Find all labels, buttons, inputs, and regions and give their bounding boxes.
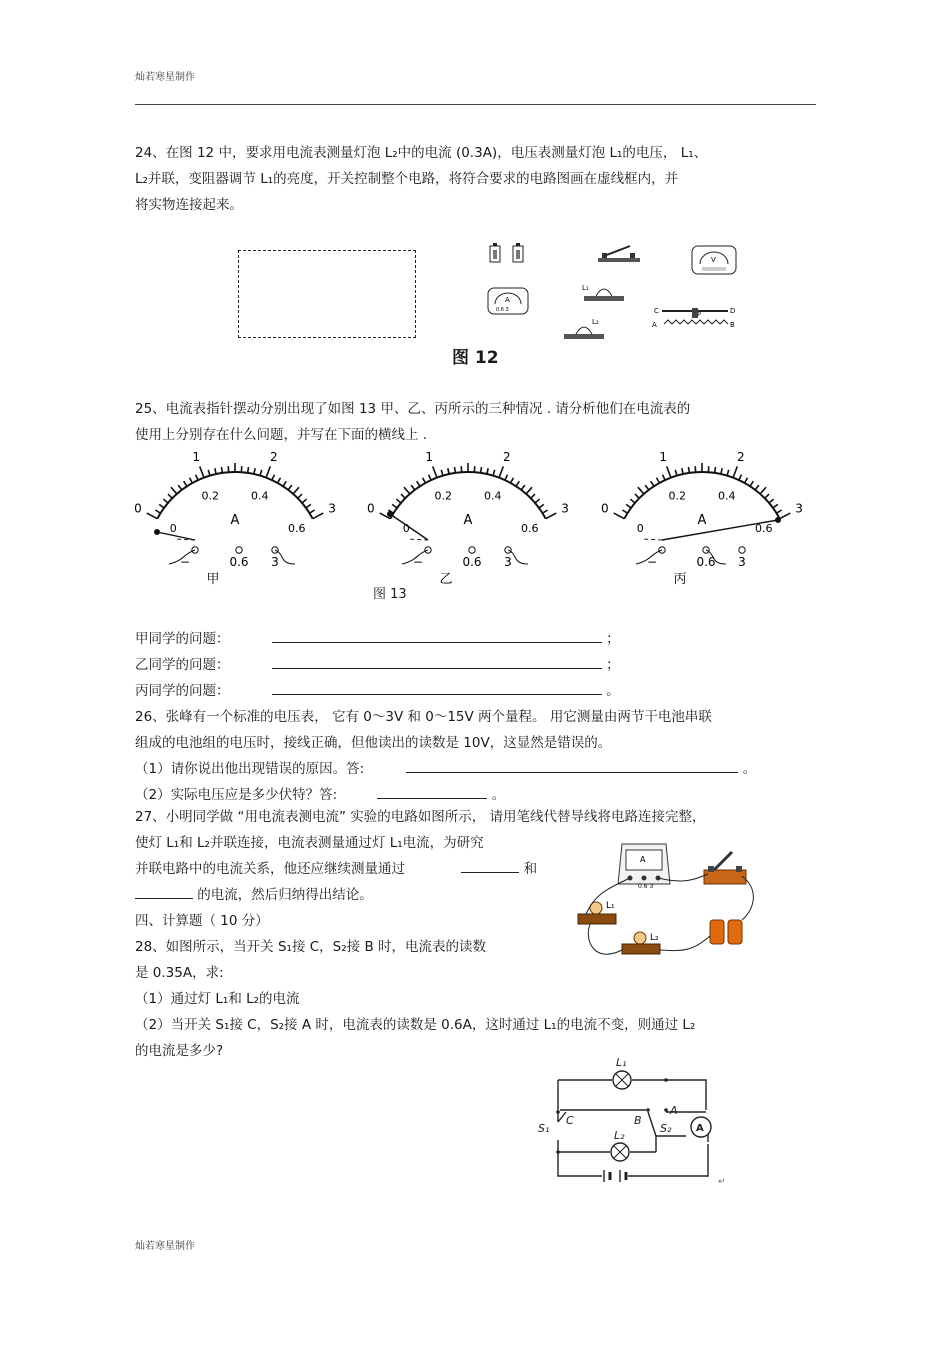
meter-tick	[546, 513, 557, 519]
meter-top-tick-label: 1	[659, 450, 667, 465]
meter-tick	[667, 466, 671, 477]
meter-tick	[306, 504, 311, 508]
meter-tick	[516, 481, 519, 486]
q24-dashed-drawing-box	[238, 250, 416, 338]
answer-blank[interactable]	[272, 654, 602, 669]
q27-line4	[135, 882, 373, 908]
meter-tick	[543, 510, 548, 513]
q25-line1: 25、电流表指针摆动分别出现了如图 13 甲、乙、丙所示的三种情况 . 请分析他们在电流表的	[135, 401, 691, 417]
meter-tick	[499, 466, 503, 477]
q28-b-label: B	[634, 1114, 642, 1127]
meter-top-tick-label: 3	[328, 501, 336, 516]
q27-switch-icon	[704, 852, 746, 884]
rheostat-c-label: C	[654, 307, 659, 315]
meter-tick	[448, 468, 449, 474]
page-footer: 灿若寒星制作	[135, 1241, 195, 1252]
meter-tick	[750, 481, 753, 486]
meter-tick	[630, 499, 635, 503]
switch-icon	[598, 246, 640, 262]
section-4-title: 四、计算题（ 10 分）	[135, 913, 269, 929]
meter-tick	[454, 467, 455, 473]
meter-tick	[535, 499, 540, 503]
meter-tick	[777, 510, 782, 513]
meter-arc	[157, 472, 312, 519]
ammeter-label: A	[505, 296, 510, 304]
meter-tick	[663, 475, 666, 480]
q28-s1-label: S₁	[538, 1122, 550, 1135]
meter-terminal-label: 0.6	[229, 555, 249, 569]
q28-sub2: （2）当开关 S₁接 C，S₂接 A 时，电流表的读数是 0.6A，这时通过 L₁的电流不变，则通过 L₂	[135, 1017, 696, 1033]
meter-tick	[760, 487, 766, 494]
meter-inner-tick-label: 0.2	[201, 489, 220, 503]
meter-tick	[645, 485, 649, 490]
meter-terminal-label: −	[412, 555, 424, 569]
q26-line1: 26、张峰有一个标准的电压表， 它有 0～3V 和 0～15V 两个量程。 用它测量由两节干电池串联	[135, 709, 712, 725]
answer-blank[interactable]	[272, 680, 602, 695]
q25-meters-figure	[135, 450, 815, 598]
meter-top-tick-label: 3	[561, 501, 569, 516]
q28-a-label: A	[670, 1104, 678, 1117]
answer-end: ；	[606, 631, 620, 647]
q26-line2: 组成的电池组的电压时，接线正确，但他读出的读数是 10V，这显然是错误的。	[135, 735, 612, 751]
meter-tick	[539, 504, 544, 508]
meter-tick	[487, 468, 488, 474]
meter-tick	[159, 504, 164, 508]
q26-sub1-end: 。	[742, 761, 757, 777]
q26-sub2-end: 。	[491, 787, 506, 803]
meter-tick	[429, 475, 432, 480]
meter-tick	[163, 499, 168, 503]
meter-top-tick-label: 2	[737, 450, 745, 465]
meter-tick	[283, 481, 286, 486]
meter-tick	[721, 468, 722, 474]
meter-tick	[773, 504, 778, 508]
meter-tick	[155, 510, 160, 513]
meter-tick	[196, 475, 199, 480]
meter-tick	[780, 513, 791, 519]
q28-circuit-diagram	[536, 1052, 736, 1187]
meter-tick	[272, 475, 275, 480]
q28-l1-label: L₁	[616, 1056, 627, 1069]
q28-sub1: （1）通过灯 L₁和 L₂的电流	[135, 991, 300, 1007]
meter-pointer-head	[775, 517, 781, 523]
meter-terminal	[739, 547, 745, 553]
meter-name-label: 甲	[206, 572, 220, 587]
meter-tick	[221, 467, 222, 473]
meter-tick	[404, 487, 410, 494]
meter-terminal-label: −	[646, 555, 658, 569]
meter-terminal-label: 3	[271, 555, 279, 569]
meter-tick	[266, 466, 270, 477]
meter-inner-tick-label: 0.4	[250, 489, 269, 503]
meter-top-tick-label: 1	[425, 450, 433, 465]
meter-tick	[392, 504, 397, 508]
meter-unit-label: A	[697, 513, 707, 528]
meter-tick	[715, 467, 716, 473]
meter-tick	[614, 513, 625, 519]
meter-tick	[215, 468, 216, 474]
meter-inner-tick-label: 0.2	[668, 489, 687, 503]
meter-tick	[298, 494, 302, 498]
meter-tick	[739, 475, 742, 480]
meter-tick	[638, 487, 644, 494]
meter-arc	[390, 472, 545, 519]
meter-tick	[493, 470, 495, 476]
meter-tick	[313, 513, 324, 519]
meter-arc	[624, 472, 779, 519]
meter-top-tick-label: 1	[192, 450, 200, 465]
meter-tick	[635, 494, 639, 498]
meter-pointer	[390, 514, 428, 540]
header-rule	[135, 104, 816, 105]
meter-unit-label: A	[230, 513, 240, 528]
meter-tick	[682, 468, 683, 474]
voltmeter-icon	[692, 246, 736, 274]
q24-component-figure	[480, 238, 750, 348]
meter-tick	[178, 485, 182, 490]
q27-line1: 27、小明同学做 “用电流表测电流” 实验的电路如图所示， 请用笔线代替导线将电路连接完整，	[135, 809, 706, 825]
q28-return-mark: ↵	[718, 1177, 726, 1187]
q28-line2: 是 0.35A，求:	[135, 965, 224, 981]
meter-tick	[200, 466, 204, 477]
q26-sub2-blank[interactable]	[377, 784, 487, 799]
meter-unit-label: A	[463, 513, 473, 528]
meter-tick	[147, 513, 158, 519]
meter-tick	[755, 485, 759, 490]
meter-tick	[657, 478, 660, 483]
meter-pivot-line	[644, 539, 662, 540]
q24-figure-caption: 图 12	[452, 348, 499, 368]
answer-label: 甲同学的问题：	[135, 631, 230, 647]
q24-line1: 24、在图 12 中，要求用电流表测量灯泡 L₂中的电流 (0.3A)，电压表测量灯泡 L₁的电压， L₁、	[135, 145, 708, 161]
ammeter-range-label: 0.6 3	[496, 307, 509, 313]
answer-end: ；	[606, 657, 620, 673]
q27-ammeter-icon	[618, 844, 670, 890]
q27-blank1[interactable]	[461, 858, 519, 873]
q27-battery-icon	[710, 920, 742, 944]
q27-circuit-photo	[574, 840, 760, 970]
meter-tick	[190, 478, 193, 483]
rheostat-b-label: B	[730, 321, 735, 329]
rheostat-a-label: A	[652, 321, 657, 329]
q28-c-label: C	[566, 1114, 574, 1127]
q27-line2: 使灯 L₁和 L₂并联连接，电流表测量通过灯 L₁电流，为研究	[135, 835, 484, 851]
answer-blank[interactable]	[272, 628, 602, 643]
q27-lamp-l1-label: L₁	[606, 901, 615, 911]
meter-tick	[417, 481, 420, 486]
q24-line2: L₂并联，变阻器调节 L₁的亮度，开关控制整个电路，将符合要求的电路图画在虚线框内，并	[135, 171, 679, 187]
meter-pointer-head	[154, 529, 160, 535]
meter-tick	[293, 487, 299, 494]
meter-top-tick-label: 0	[601, 501, 609, 516]
meter-terminal-label: 3	[738, 555, 746, 569]
meter-inner-tick-label: 0	[169, 522, 177, 536]
meter-tick	[526, 487, 532, 494]
meter-top-tick-label: 0	[367, 501, 375, 516]
rheostat-p-label: P	[698, 312, 702, 318]
ammeter-icon	[488, 288, 528, 314]
q26-sub1-text: （1）请你说出他出现错误的原因。答:	[135, 761, 365, 777]
q28-line1: 28、如图所示，当开关 S₁接 C，S₂接 B 时，电流表的读数	[135, 939, 486, 955]
meter-inner-tick-label: 0.4	[483, 489, 502, 503]
meter-tick	[184, 481, 187, 486]
meter-terminal-label: 3	[504, 555, 512, 569]
meter-terminal-label: −	[179, 555, 191, 569]
lamp-l2-icon	[564, 318, 604, 339]
meter-terminal-label: 0.6	[696, 555, 716, 569]
meter-top-tick-label: 0	[134, 501, 142, 516]
meter-inner-tick-label: 0.6	[288, 522, 306, 536]
answer-label: 丙同学的问题：	[135, 683, 230, 699]
meter-tick	[248, 467, 249, 473]
meter-tick	[310, 510, 315, 513]
meter-inner-tick-label: 0	[402, 522, 410, 536]
meter-tick	[288, 485, 292, 490]
meter-top-tick-label: 2	[270, 450, 278, 465]
q27-scale-label: 0.6 3	[638, 883, 654, 890]
meter-inner-tick-label: 0.6	[755, 522, 773, 536]
q27-line4-text: 的电流，然后归纳得出结论。	[197, 887, 373, 903]
meter-tick	[769, 499, 774, 503]
q26-sub1	[135, 756, 756, 782]
q28-s2-label: S₂	[660, 1122, 672, 1135]
answer-label: 乙同学的问题：	[135, 657, 230, 673]
q27-lamp-l2-icon	[622, 932, 660, 954]
meter-name-label: 丙	[673, 572, 687, 587]
meter-tick	[423, 478, 426, 483]
meter-tick	[626, 504, 631, 508]
meter-tick	[505, 475, 508, 480]
meter-tick	[675, 470, 677, 476]
q27-line3a: 并联电路中的电流关系，他还应继续测量通过	[135, 861, 405, 877]
meter-tick	[765, 494, 769, 498]
meter-inner-tick-label: 0.4	[717, 489, 736, 503]
meter-tick	[396, 499, 401, 503]
q25-answer-bing	[135, 678, 620, 704]
meter-tick	[411, 485, 415, 490]
meter-tick	[302, 499, 307, 503]
meter-tick	[688, 467, 689, 473]
answer-end: 。	[606, 683, 620, 699]
meter-tick	[401, 494, 405, 498]
meter-pointer-head	[387, 511, 393, 517]
meter-top-tick-label: 2	[503, 450, 511, 465]
meter-tick	[521, 485, 525, 490]
voltmeter-label: V	[711, 256, 716, 264]
meter-inner-tick-label: 0	[636, 522, 644, 536]
meter-tick	[168, 494, 172, 498]
meter-tick	[622, 510, 627, 513]
q25-line2: 使用上分别存在什么问题，并写在下面的横线上 .	[135, 427, 428, 443]
meter-tick	[651, 481, 654, 486]
rheostat-icon	[652, 307, 735, 329]
meter-tick	[733, 466, 737, 477]
lamp-l1-label: L₁	[582, 284, 589, 292]
meter-tick	[745, 478, 748, 483]
meter-terminal	[236, 547, 242, 553]
meter-terminal	[469, 547, 475, 553]
meter-inner-tick-label: 0.2	[434, 489, 453, 503]
meter-tick	[727, 470, 729, 476]
meter-tick	[171, 487, 177, 494]
q27-lamp-l2-label: L₂	[650, 933, 659, 943]
meter-pivot-line	[410, 539, 428, 540]
q26-sub2-text: （2）实际电压应是多少伏特？答:	[135, 787, 338, 803]
q27-line3	[135, 856, 537, 882]
meter-tick	[441, 470, 443, 476]
meter-tick	[511, 478, 514, 483]
rheostat-d-label: D	[730, 307, 736, 315]
q28-l2-label: L₂	[614, 1129, 625, 1142]
meter-tick	[481, 467, 482, 473]
meter-terminal-label: 0.6	[462, 555, 482, 569]
q25-answer-jia	[135, 626, 620, 652]
meter-name-label: 乙	[439, 572, 453, 587]
q26-sub1-blank[interactable]	[406, 758, 738, 773]
meter-tick	[260, 470, 262, 476]
q27-lamp-l1-icon	[578, 901, 616, 924]
q27-line3b: 和	[523, 861, 538, 877]
lamp-l1-icon	[582, 284, 624, 301]
q25-figure-caption: 图 13	[373, 587, 407, 602]
meter-top-tick-label: 3	[795, 501, 803, 516]
q28-sub3: 的电流是多少?	[135, 1043, 224, 1059]
q24-line3: 将实物连接起来。	[135, 197, 243, 213]
q27-blank2[interactable]	[135, 884, 193, 899]
q28-meter-label: A	[696, 1123, 704, 1134]
lamp-l2-label: L₂	[592, 318, 599, 326]
meter-tick	[208, 470, 210, 476]
page-header: 灿若寒星制作	[135, 72, 195, 83]
meter-tick	[433, 466, 437, 477]
q27-ammeter-label: A	[640, 855, 646, 864]
meter-tick	[531, 494, 535, 498]
q25-answer-yi	[135, 652, 620, 678]
battery-icon	[490, 243, 523, 262]
meter-tick	[254, 468, 255, 474]
q25-meters-svg	[135, 450, 815, 598]
meter-inner-tick-label: 0.6	[521, 522, 539, 536]
meter-tick	[278, 478, 281, 483]
